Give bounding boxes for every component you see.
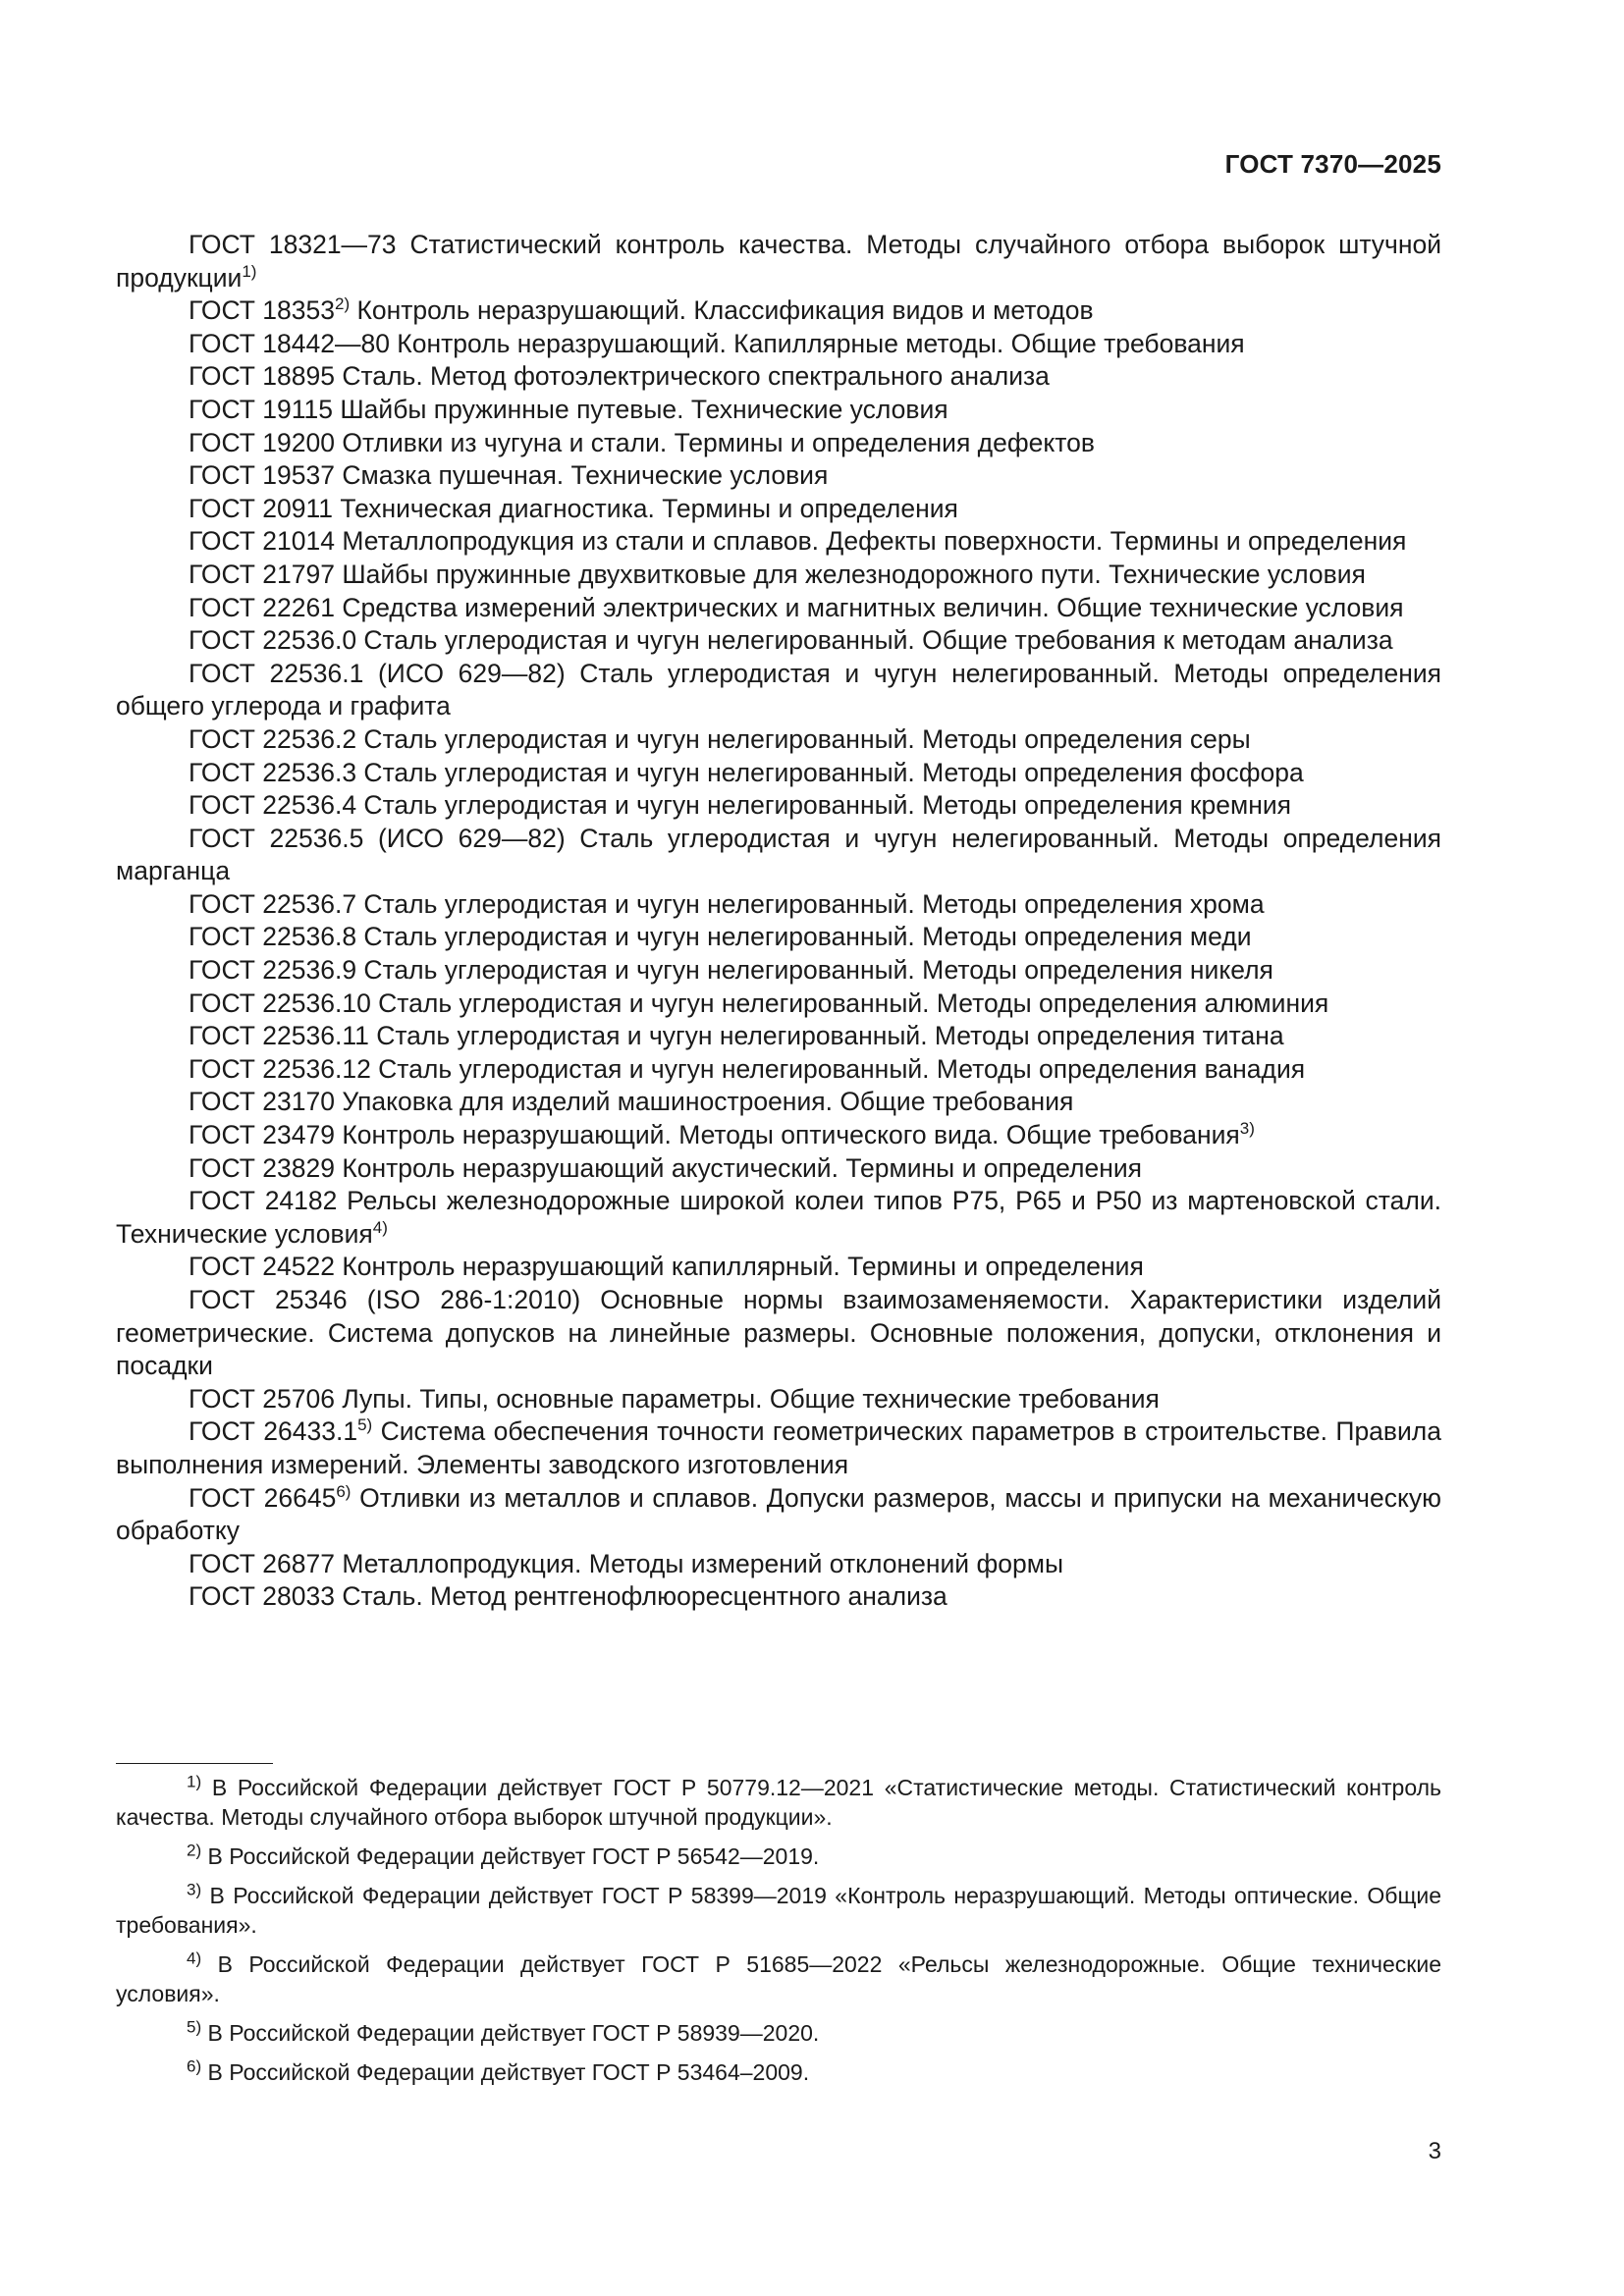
reference-entry: ГОСТ 19537 Смазка пушечная. Технические условия	[189, 460, 829, 491]
reference-entry: ГОСТ 22536.12 Сталь углеродистая и чугун нелегированный. Методы определения ванадия	[189, 1053, 1306, 1084]
reference-entry: ГОСТ 18895 Сталь. Метод фотоэлектрического спектрального анализа	[189, 361, 1050, 392]
reference-entry: ГОСТ 24522 Контроль неразрушающий капиллярный. Термины и определения	[189, 1252, 1144, 1282]
reference-entry: ГОСТ 22536.8 Сталь углеродистая и чугун нелегированный. Методы определения меди	[189, 922, 1252, 952]
reference-entry: ГОСТ 19115 Шайбы пружинные путевые. Технические условия	[189, 394, 948, 424]
reference-entry: ГОСТ 22536.1 (ИСО 629—82) Сталь углеродистая и чугун нелегированный. Методы определения общего углерода и графита	[116, 658, 1441, 721]
reference-entry: ГОСТ 23170 Упаковка для изделий машиностроения. Общие требования	[189, 1087, 1074, 1117]
footnote: $^{6)}$ В Российской Федерации действует ГОСТ Р 53464–2009.	[187, 2056, 810, 2085]
reference-entry: ГОСТ 23829 Контроль неразрушающий акустический. Термины и определения	[189, 1152, 1143, 1183]
footnote: $^{1)}$ В Российской Федерации действует ГОСТ Р 50779.12—2021 «Статистические методы. Статистический контроль качества. Методы случайного отбора выборок штучной продукции».	[116, 1772, 1442, 1830]
reference-entry: ГОСТ 21797 Шайбы пружинные двухвитковые для железнодорожного пути. Технические условия	[189, 559, 1366, 589]
reference-entry: ГОСТ 22536.5 (ИСО 629—82) Сталь углеродистая и чугун нелегированный. Методы определения марганца	[116, 823, 1441, 886]
reference-entry: ГОСТ 28033 Сталь. Метод рентгенофлюоресцентного анализа	[189, 1581, 947, 1612]
reference-entry: ГОСТ 22536.7 Сталь углеродистая и чугун нелегированный. Методы определения хрома	[189, 888, 1265, 919]
footnote: $^{4)}$ В Российской Федерации действует ГОСТ Р 51685—2022 «Рельсы железнодорожные. Общие технические условия».	[116, 1949, 1441, 2006]
reference-entry: ГОСТ 18353$^{2)}$ Контроль неразрушающий. Классификация видов и методов	[189, 294, 1094, 326]
reference-entry: ГОСТ 25706 Лупы. Типы, основные параметры. Общие технические требования	[189, 1383, 1160, 1414]
reference-entry: ГОСТ 22536.0 Сталь углеродистая и чугун нелегированный. Общие требования к методам анализа	[189, 625, 1393, 656]
reference-entry: ГОСТ 21014 Металлопродукция из стали и сплавов. Дефекты поверхности. Термины и определения	[189, 526, 1407, 557]
reference-entry: ГОСТ 18321—73 Статистический контроль качества. Методы случайного отбора выборок штучной продукции$^{1)}$	[116, 230, 1441, 293]
reference-entry: ГОСТ 20911 Техническая диагностика. Термины и определения	[189, 493, 958, 523]
reference-entry: ГОСТ 22536.9 Сталь углеродистая и чугун нелегированный. Методы определения никеля	[189, 955, 1273, 986]
reference-entry: ГОСТ 26645$^{6)}$ Отливки из металлов и сплавов. Допуски размеров, массы и припуски на механическую обработку	[116, 1481, 1441, 1546]
footnote: $^{5)}$ В Российской Федерации действует ГОСТ Р 58939—2020.	[187, 2017, 820, 2046]
reference-entry: ГОСТ 22536.2 Сталь углеродистая и чугун нелегированный. Методы определения серы	[189, 723, 1251, 754]
reference-entry: ГОСТ 22536.3 Сталь углеродистая и чугун нелегированный. Методы определения фосфора	[189, 757, 1304, 787]
reference-entry: ГОСТ 26877 Металлопродукция. Методы измерений отклонений формы	[189, 1548, 1063, 1578]
normative-references-list	[116, 229, 1441, 1614]
reference-entry: ГОСТ 22536.11 Сталь углеродистая и чугун нелегированный. Методы определения титана	[189, 1021, 1284, 1051]
footnote-separator	[116, 1763, 273, 1764]
footnote: $^{3)}$ В Российской Федерации действует ГОСТ Р 58399—2019 «Контроль неразрушающий. Методы оптические. Общие требования».	[116, 1880, 1442, 1938]
footnotes	[116, 1773, 1441, 2097]
reference-entry: ГОСТ 25346 (ISO 286-1:2010) Основные нормы взаимозаменяемости. Характеристики изделий геометрические. Система допусков на линейные размеры. Основные положения, допуски, отклонения и посадки	[116, 1285, 1441, 1381]
reference-entry: ГОСТ 19200 Отливки из чугуна и стали. Термины и определения дефектов	[189, 427, 1095, 457]
document-header-title: ГОСТ 7370—2025	[1224, 149, 1441, 179]
reference-entry: ГОСТ 22536.4 Сталь углеродистая и чугун нелегированный. Методы определения кремния	[189, 790, 1291, 821]
page-number: 3	[1428, 2138, 1441, 2164]
footnote: $^{2)}$ В Российской Федерации действует ГОСТ Р 56542—2019.	[187, 1841, 820, 1869]
reference-entry: ГОСТ 22536.10 Сталь углеродистая и чугун нелегированный. Методы определения алюминия	[189, 988, 1329, 1018]
reference-entry: ГОСТ 23479 Контроль неразрушающий. Методы оптического вида. Общие требования$^{3)}$	[189, 1119, 1255, 1150]
reference-entry: ГОСТ 18442—80 Контроль неразрушающий. Капиллярные методы. Общие требования	[189, 328, 1245, 358]
reference-entry: ГОСТ 22261 Средства измерений электрических и магнитных величин. Общие технические условия	[189, 592, 1404, 622]
reference-entry: ГОСТ 24182 Рельсы железнодорожные широкой колеи типов Р75, Р65 и Р50 из мартеновской стали. Технические условия$^{4)}$	[116, 1186, 1441, 1249]
reference-entry: ГОСТ 26433.1$^{5)}$ Система обеспечения точности геометрических параметров в строительстве. Правила выполнения измерений. Элементы заводского изготовления	[116, 1415, 1441, 1479]
